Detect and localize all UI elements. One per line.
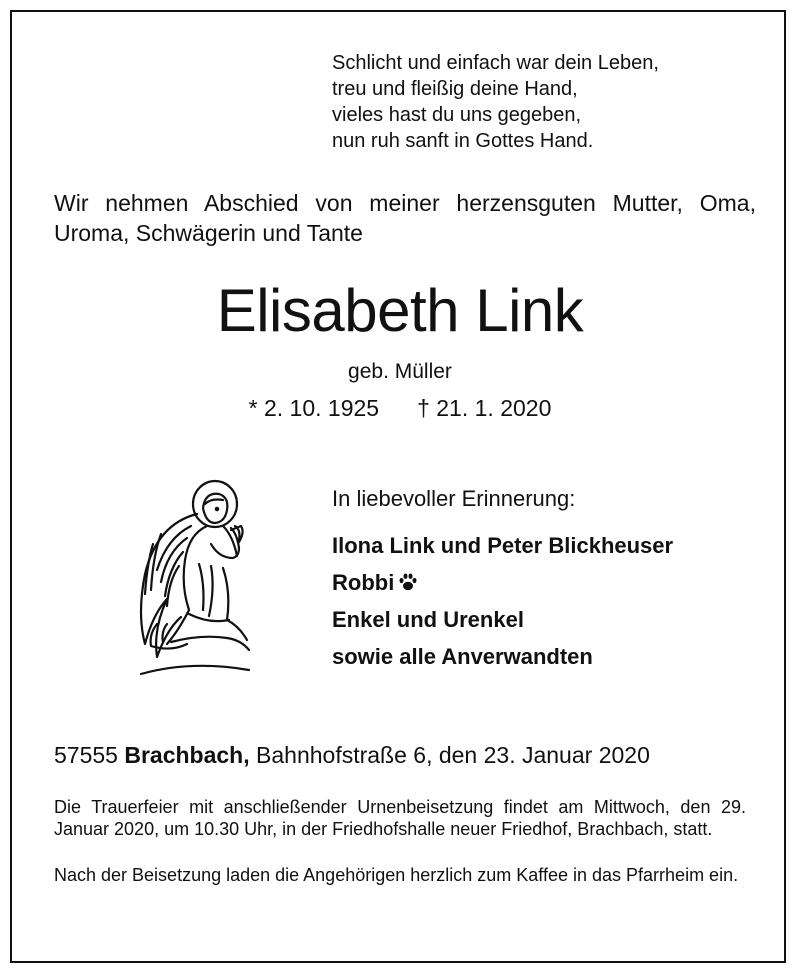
intro-text: Wir nehmen Abschied von meiner herzensguten Mutter, Oma, Uroma, Schwägerin und Tante — [54, 190, 756, 246]
birth-date: * 2. 10. 1925 — [248, 395, 380, 421]
poem — [332, 50, 659, 154]
pet-name: Robbi — [332, 570, 395, 595]
memory-heading: In liebevoller Erinnerung: — [332, 486, 576, 511]
poem-line: nun ruh sanft in Gottes Hand. — [332, 130, 594, 152]
death-date: † 21. 1. 2020 — [417, 395, 552, 421]
born-name: geb. Müller — [348, 360, 452, 383]
address-line — [54, 740, 650, 770]
life-dates — [12, 393, 788, 423]
paw-icon — [398, 572, 418, 592]
praying-angel-icon — [127, 474, 257, 684]
reception-info: Nach der Beisetzung laden die Angehörigen herzlich zum Kaffee in das Pfarrheim ein. — [54, 865, 739, 885]
mourners-list — [332, 527, 673, 675]
mourner-line: Ilona Link und Peter Blickheuser — [332, 533, 674, 558]
poem-line: vieles hast du uns gegeben, — [332, 104, 582, 126]
obituary-notice — [10, 10, 786, 963]
poem-line: Schlicht und einfach war dein Leben, — [332, 52, 659, 74]
service-info: Die Trauerfeier mit anschließender Urnenbeisetzung findet am Mittwoch, den 29. Januar 2020, um 10.30 Uhr, in der Friedhofshalle neuer Friedhof, Brachbach, statt. — [54, 797, 746, 839]
zip-code: 57555 — [54, 742, 118, 768]
poem-line: treu und fleißig deine Hand, — [332, 78, 578, 100]
mourner-line: sowie alle Anverwandten — [332, 644, 593, 669]
address-rest: Bahnhofstraße 6, den 23. Januar 2020 — [256, 742, 650, 768]
mourner-line — [332, 564, 673, 601]
deceased-name: Elisabeth Link — [216, 277, 584, 344]
city: Brachbach, — [124, 742, 250, 768]
mourner-line: Enkel und Urenkel — [332, 607, 524, 632]
